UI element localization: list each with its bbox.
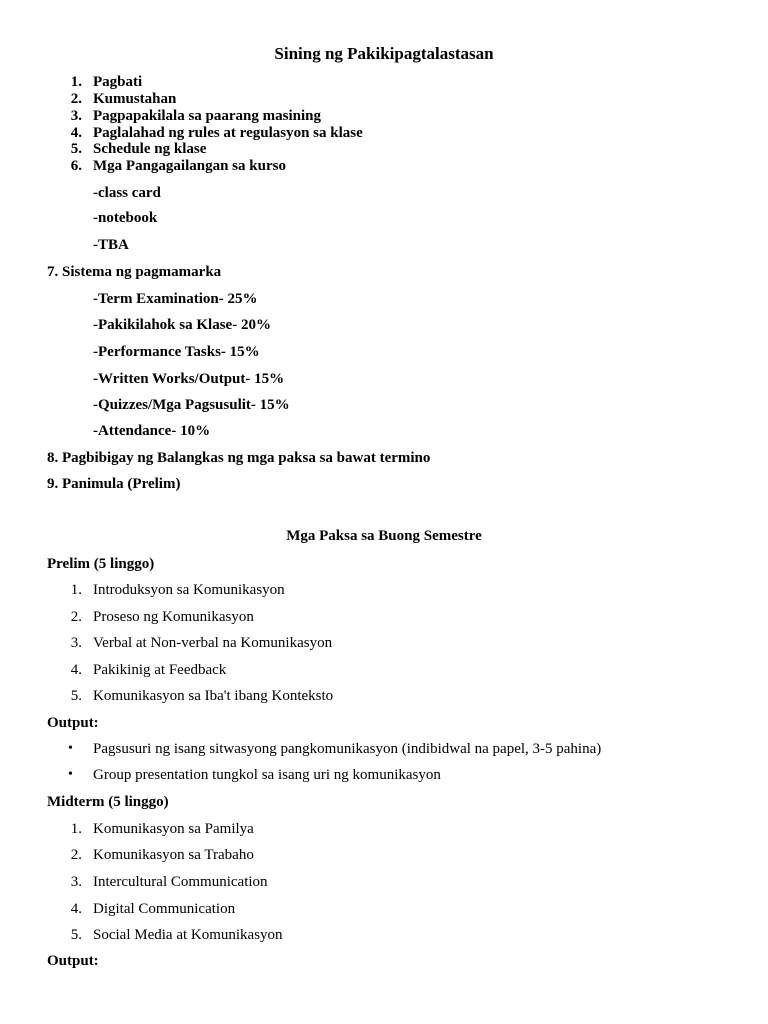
item-9-heading: 9. Panimula (Prelim) [47,476,181,492]
list-text: Intercultural Communication [93,874,268,890]
grading-item: -Written Works/Output- 15% [93,371,285,387]
document-title: Sining ng Pakikipagtalastasan [274,44,494,63]
output-label: Output: [47,715,99,731]
list-number: 5. [70,927,82,943]
list-text: Schedule ng klase [93,141,207,157]
prelim-heading: Prelim (5 linggo) [47,556,155,572]
list-text: Paglalahad ng rules at regulasyon sa klase [93,125,363,141]
bullet-icon: • [68,767,73,782]
list-number: 4. [70,901,82,917]
list-number: 2. [70,91,82,107]
bullet-icon: • [68,741,73,756]
list-number: 4. [70,125,82,141]
list-text: Proseso ng Komunikasyon [93,609,254,625]
list-text: Pagpapakilala sa paarang masining [93,108,321,124]
list-text: Digital Communication [93,901,236,917]
item-7-heading: 7. Sistema ng pagmamarka [47,264,222,280]
list-number: 6. [70,158,82,174]
grading-item: -Attendance- 10% [93,423,211,439]
list-text: Kumustahan [93,91,177,107]
grading-item: -Term Examination- 25% [93,291,258,307]
list-number: 3. [70,874,82,890]
bullet-text: Group presentation tungkol sa isang uri ng komunikasyon [93,767,441,783]
item-8-heading: 8. Pagbibigay ng Balangkas ng mga paksa sa bawat termino [47,450,431,466]
requirement-item: -TBA [93,237,129,253]
list-number: 1. [70,74,82,90]
bullet-text: Pagsusuri ng isang sitwasyong pangkomunikasyon (indibidwal na papel, 3-5 pahina) [93,741,602,757]
grading-item: -Performance Tasks- 15% [93,344,260,360]
requirement-item: -class card [93,185,161,201]
list-text: Mga Pangagailangan sa kurso [93,158,286,174]
list-number: 5. [70,688,82,704]
midterm-heading: Midterm (5 linggo) [47,794,169,810]
list-text: Komunikasyon sa Pamilya [93,821,254,837]
list-text: Pakikinig at Feedback [93,662,227,678]
output-label: Output: [47,953,99,969]
list-text: Introduksyon sa Komunikasyon [93,582,285,598]
list-number: 5. [70,141,82,157]
list-text: Social Media at Komunikasyon [93,927,283,943]
list-number: 3. [70,635,82,651]
list-text: Pagbati [93,74,143,90]
grading-item: -Pakikilahok sa Klase- 20% [93,317,271,333]
list-number: 1. [70,582,82,598]
list-number: 1. [70,821,82,837]
list-number: 4. [70,662,82,678]
list-number: 3. [70,108,82,124]
grading-item: -Quizzes/Mga Pagsusulit- 15% [93,397,290,413]
section-title: Mga Paksa sa Buong Semestre [286,528,482,544]
requirement-item: -notebook [93,210,158,226]
list-number: 2. [70,609,82,625]
list-text: Verbal at Non-verbal na Komunikasyon [93,635,333,651]
list-number: 2. [70,847,82,863]
list-text: Komunikasyon sa Trabaho [93,847,254,863]
list-text: Komunikasyon sa Iba't ibang Konteksto [93,688,334,704]
